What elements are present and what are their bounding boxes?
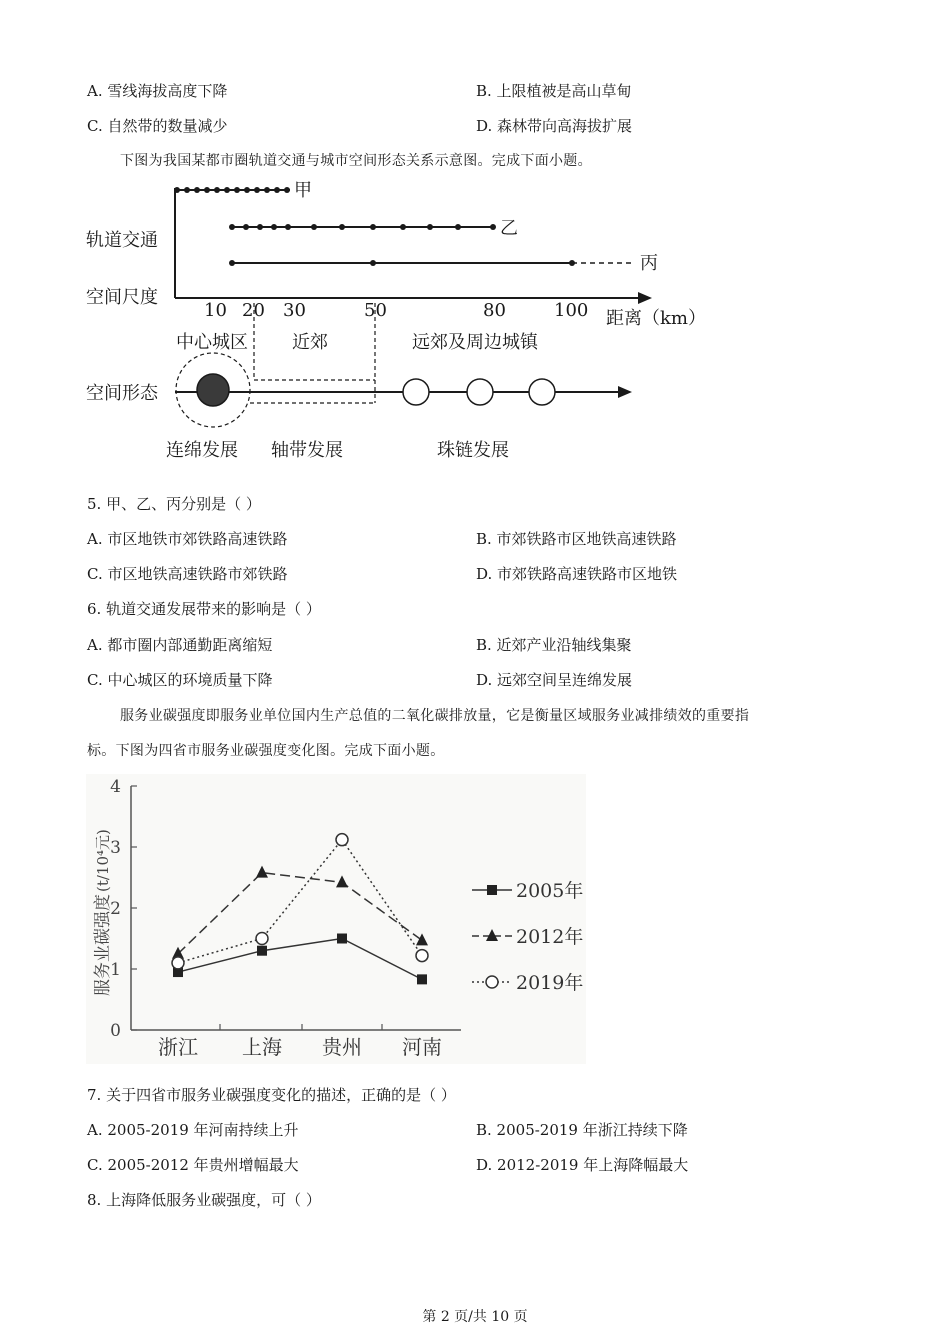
q6-stem: 6. 轨道交通发展带来的影响是（ ） <box>87 600 321 618</box>
x-tick-label: 贵州 <box>322 1035 362 1059</box>
intro-carbon-line2: 标。下图为四省市服务业碳强度变化图。完成下面小题。 <box>87 743 445 759</box>
legend-label: 2012年 <box>516 926 584 948</box>
data-point <box>417 974 427 984</box>
y-axis-label: 服务业碳强度 <box>93 894 113 996</box>
x-tick-label: 上海 <box>242 1035 282 1059</box>
rail-space-diagram <box>80 178 720 468</box>
q6-option-a: A. 都市圈内部通勤距离缩短 <box>87 636 273 654</box>
row-label-rail: 轨道交通 <box>86 230 158 251</box>
series-line-2005年 <box>178 939 422 980</box>
label-bing: 丙 <box>640 253 658 274</box>
q7-option-d: D. 2012-2019 年上海降幅最大 <box>476 1156 689 1174</box>
q6-option-d: D. 远郊空间呈连绵发展 <box>476 671 633 689</box>
data-point <box>336 834 348 846</box>
distance-axis-label: 距离（km） <box>606 308 706 329</box>
legend-marker <box>486 976 498 988</box>
satellite-town-node <box>403 379 429 405</box>
legend-label: 2019年 <box>516 972 584 994</box>
row-label-form: 空间形态 <box>86 383 158 404</box>
y-tick-label: 1 <box>110 960 121 980</box>
data-point <box>172 957 184 969</box>
label-yi: 乙 <box>500 218 518 239</box>
form-bead-chain: 珠链发展 <box>437 440 509 461</box>
q7-option-a: A. 2005-2019 年河南持续上升 <box>87 1121 299 1139</box>
carbon-intensity-chart <box>86 774 586 1064</box>
tick-100: 100 <box>554 300 589 321</box>
data-point <box>337 934 347 944</box>
x-tick-label: 浙江 <box>158 1035 198 1059</box>
y-axis-unit: (t/10⁴元) <box>94 829 112 892</box>
central-city-node <box>197 374 229 406</box>
q7-option-c: C. 2005-2012 年贵州增幅最大 <box>87 1156 299 1174</box>
q6-option-c: C. 中心城区的环境质量下降 <box>87 671 273 689</box>
page-footer: 第 2 页/共 10 页 <box>422 1309 528 1325</box>
q6-option-b: B. 近郊产业沿轴线集聚 <box>476 636 632 654</box>
q5-option-a: A. 市区地铁市郊铁路高速铁路 <box>87 530 288 548</box>
tick-10: 10 <box>204 300 227 321</box>
legend-marker <box>486 929 498 941</box>
tick-80: 80 <box>483 300 506 321</box>
data-point <box>416 950 428 962</box>
q7-option-b: B. 2005-2019 年浙江持续下降 <box>476 1121 688 1139</box>
q7-stem: 7. 关于四省市服务业碳强度变化的描述，正确的是（ ） <box>87 1086 456 1104</box>
q5-option-d: D. 市郊铁路高速铁路市区地铁 <box>476 565 678 583</box>
form-axial: 轴带发展 <box>271 440 343 461</box>
q8-stem: 8. 上海降低服务业碳强度，可（ ） <box>87 1191 321 1209</box>
data-point <box>336 875 348 887</box>
data-point <box>256 933 268 945</box>
row-label-scale: 空间尺度 <box>86 287 158 308</box>
prev-option-a: A. 雪线海拔高度下降 <box>87 82 228 100</box>
form-continuous: 连绵发展 <box>166 440 238 461</box>
prev-option-c: C. 自然带的数量减少 <box>87 117 228 135</box>
legend-label: 2005年 <box>516 880 584 902</box>
q5-stem: 5. 甲、乙、丙分别是（ ） <box>87 495 261 513</box>
legend-marker <box>487 885 497 895</box>
y-tick-label: 4 <box>110 777 121 797</box>
zone-outer: 远郊及周边城镇 <box>412 332 538 353</box>
prev-option-b: B. 上限植被是高山草甸 <box>476 82 632 100</box>
zone-suburb: 近郊 <box>292 332 328 353</box>
tick-30: 30 <box>283 300 306 321</box>
satellite-town-node <box>467 379 493 405</box>
q5-option-c: C. 市区地铁高速铁路市郊铁路 <box>87 565 288 583</box>
y-tick-label: 3 <box>110 838 121 858</box>
x-tick-label: 河南 <box>402 1035 442 1059</box>
y-tick-label: 2 <box>110 899 121 919</box>
q5-option-b: B. 市郊铁路市区地铁高速铁路 <box>476 530 677 548</box>
data-point <box>256 866 268 878</box>
tick-50: 50 <box>364 300 387 321</box>
data-point <box>416 933 428 945</box>
label-jia: 甲 <box>294 180 312 201</box>
zone-center: 中心城区 <box>176 332 248 353</box>
tick-20: 20 <box>242 300 265 321</box>
intro-carbon-line1: 服务业碳强度即服务业单位国内生产总值的二氧化碳排放量，它是衡量区域服务业减排绩效的重要指 <box>120 708 750 724</box>
series-line-2012年 <box>178 873 422 954</box>
prev-option-d: D. 森林带向高海拔扩展 <box>476 117 633 135</box>
satellite-town-node <box>529 379 555 405</box>
data-point <box>257 946 267 956</box>
y-tick-label: 0 <box>110 1021 121 1041</box>
intro-rail-diagram: 下图为我国某都市圈轨道交通与城市空间形态关系示意图。完成下面小题。 <box>120 153 592 169</box>
